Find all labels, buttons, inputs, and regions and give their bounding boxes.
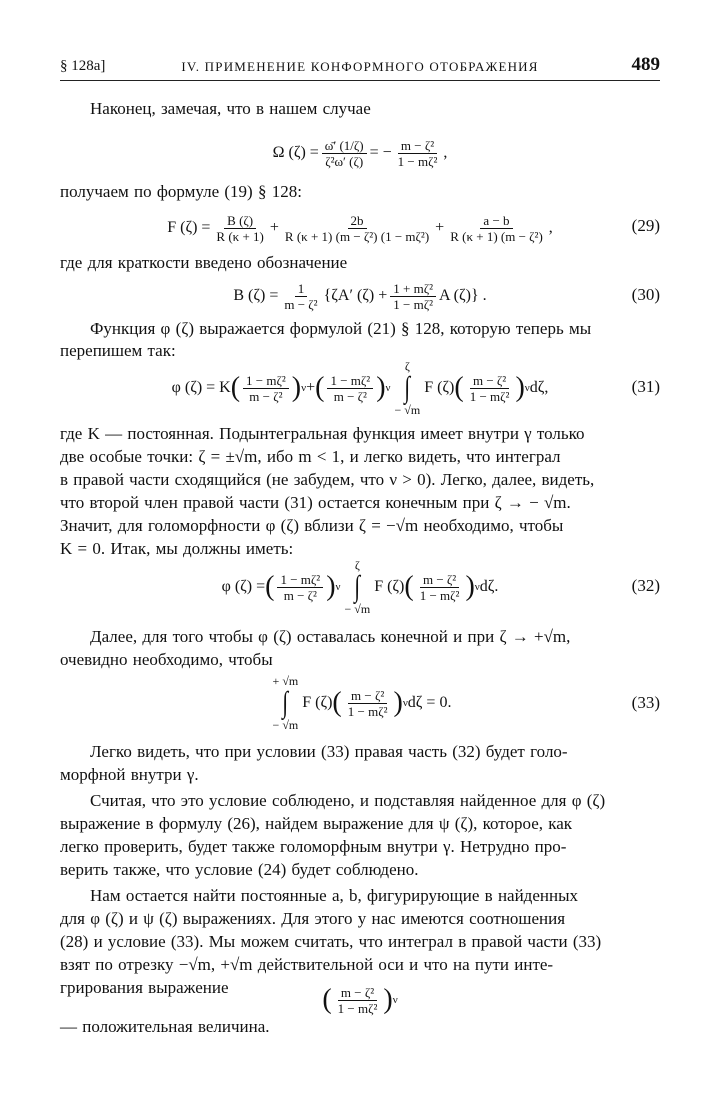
paragraph-line: получаем по формуле (19) § 128:: [60, 182, 302, 201]
paragraph-line: Далее, для того чтобы φ (ζ) оставалась конечной и при ζ → +√m,: [90, 627, 571, 646]
integral-sign: ζ ∫ − √m: [394, 359, 421, 417]
paragraph-line: Наконец, замечая, что в нашем случае: [90, 99, 371, 118]
integral-sign: ζ ∫ − √m: [344, 558, 371, 616]
paragraph-line: (28) и условие (33). Мы можем считать, что интеграл в правой части (33): [60, 932, 602, 951]
paragraph-line: очевидно необходимо, чтобы: [60, 650, 273, 669]
equation-omega: Ω (ζ) = $\frac{\omegā' (1/\zeta)}{\text{ζ²ω′ (ζ)}}$ = − $\frac{\text{m − ζ²}}{\text{1 − mζ²}}$ ,: [272, 137, 448, 169]
equation-number: (31): [631, 377, 660, 396]
equation-33: + √m ∫ − √m F (ζ) ( $\frac{\text{m − ζ²}}{\text{1 − mζ²}}$ ) ν dζ = 0.: [272, 674, 452, 732]
equation-expression: ( $\frac{\text{m − ζ²}}{\text{1 − mζ²}}$ ) ν: [322, 984, 398, 1016]
paragraph-line: в правой части сходящийся (не забудем, что ν > 0). Легко, далее, видеть,: [60, 470, 595, 489]
fraction: $\frac{\text{m − ζ²}}{\text{1 − mζ²}}$: [397, 137, 438, 169]
section-ref: § 128a]: [60, 58, 106, 74]
paragraph-line: перепишем так:: [60, 341, 176, 360]
fraction: $\frac{\omegā' (1/\zeta)}{\text{ζ²ω′ (ζ)}}$: [322, 138, 367, 169]
paragraph-line: Значит, для голоморфности φ (ζ) вблизи ζ = −√m необходимо, чтобы: [60, 516, 564, 535]
paragraph-line: морфной внутри γ.: [60, 765, 199, 784]
paragraph-line: Нам остается найти постоянные a, b, фигурирующие в найденных: [90, 886, 578, 905]
paragraph-line: две особые точки: ζ = ±√m, ибо m < 1, и легко видеть, что интеграл: [60, 447, 561, 466]
equation-30: B (ζ) = $\frac{1}{\text{m − ζ²}}$ {ζA′ (ζ) + $\frac{\text{1 + mζ²}}{\text{1 − mζ²}}$ A (ζ)} .: [233, 280, 487, 312]
paragraph-line: K = 0. Итак, мы должны иметь:: [60, 539, 294, 558]
paragraph-line: где для краткости введено обозначение: [60, 253, 348, 272]
equation-number: (29): [631, 216, 660, 235]
integral-sign: + √m ∫ − √m: [272, 674, 299, 732]
paragraph-line: — положительная величина.: [60, 1017, 270, 1036]
equation-29: F (ζ) = $\frac{B (\zeta)}{R (\kappa + 1)}$ + $\frac{2b}{\text{R (κ + 1) (m − ζ²) (1 − mζ²)}}$ + $\frac{a - b}{\text{R (κ + 1) (m − ζ²)}}$ ,: [167, 212, 553, 244]
paragraph-line: верить также, что условие (24) будет соблюдено.: [60, 860, 419, 879]
paragraph-line: грирования выражение: [60, 978, 229, 997]
equation-number: (33): [631, 693, 660, 712]
page-number: 489: [631, 54, 660, 75]
paragraph-line: что второй член правой части (31) остается конечным при ζ → − √m.: [60, 493, 571, 512]
paragraph-line: Функция φ (ζ) выражается формулой (21) § 128, которую теперь мы: [90, 319, 592, 338]
equation-number: (30): [631, 285, 660, 304]
paragraph-line: легко проверить, будет также голоморфным внутри γ. Нетрудно про-: [60, 837, 567, 856]
equation-number: (32): [631, 576, 660, 595]
equation-32: φ (ζ) = ( $\frac{\text{1 − mζ²}}{\text{m − ζ²}}$ ) ν ζ ∫ − √m F (ζ) ( $\frac{\text{m − ζ²}}{\text{1 − mζ²}}$ ) ν dζ.: [221, 558, 499, 616]
equation-31: φ (ζ) = K ( $\frac{\text{1 − mζ²}}{\text{m − ζ²}}$ ) ν + ( $\frac{\text{1 − mζ²}}{\text{m − ζ²}}$ ) ν ζ ∫ − √m F (ζ) ( $\frac{\text{m − ζ²}}{\text{1 − mζ²}}$ ) ν dζ,: [171, 359, 549, 417]
running-title: IV. ПРИМЕНЕНИЕ КОНФОРМНОГО ОТОБРАЖЕНИЯ: [181, 59, 539, 74]
page-header: [60, 50, 660, 81]
paragraph-line: где K — постоянная. Подынтегральная функция имеет внутри γ только: [60, 424, 585, 443]
paragraph-line: Легко видеть, что при условии (33) правая часть (32) будет голо-: [90, 742, 568, 761]
paragraph-line: взят по отрезку −√m, +√m действительной оси и что на пути инте-: [60, 955, 554, 974]
paragraph-line: выражение в формулу (26), найдем выражение для ψ (ζ), которое, как: [60, 814, 573, 833]
paragraph-line: для φ (ζ) и ψ (ζ) выражениях. Для этого у нас имеются соотношения: [60, 909, 566, 928]
paragraph-line: Считая, что это условие соблюдено, и подставляя найденное для φ (ζ): [90, 791, 606, 810]
